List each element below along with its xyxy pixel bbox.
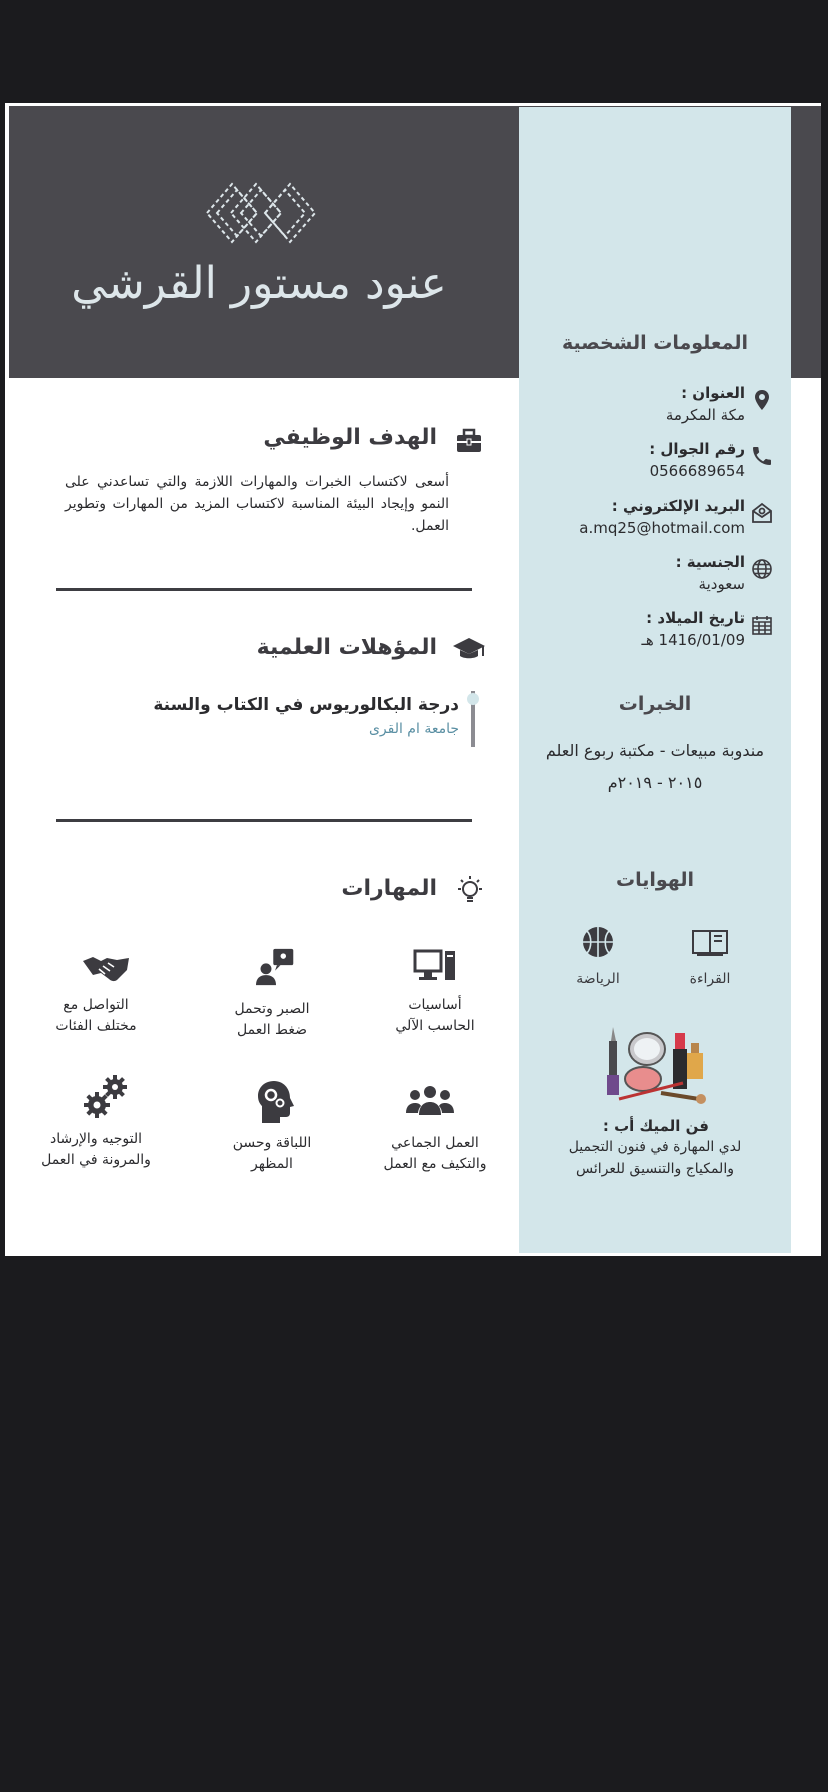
makeup-title: فن الميك أب : — [602, 1117, 709, 1135]
nationality-label: الجنسية : — [675, 553, 745, 571]
gears-icon — [83, 1075, 133, 1119]
diamond-logo-icon — [201, 178, 321, 248]
skill-guidance-label: التوجيه والإرشاد والمرونة في العمل — [41, 1131, 151, 1168]
calendar-icon — [750, 613, 774, 637]
makeup-line1: لدي المهارة في فنون التجميل — [568, 1139, 742, 1155]
lightbulb-icon — [454, 874, 486, 906]
resume-page — [5, 103, 821, 1256]
email-icon — [750, 501, 774, 525]
handshake-icon — [81, 949, 131, 989]
birthdate-value: 1416/01/09 هـ — [641, 631, 745, 649]
email-label: البريد الإلكتروني : — [611, 497, 745, 515]
personal-info-title: المعلومات الشخصية — [561, 332, 749, 354]
nationality-value: سعودية — [698, 575, 745, 593]
book-icon — [691, 927, 729, 959]
objective-title: الهدف الوظيفي — [263, 425, 437, 450]
experience-title: الخبرات — [618, 693, 692, 715]
sidebar — [519, 107, 791, 1253]
person-name: عنود مستور القرشي — [71, 258, 447, 309]
graduation-cap-icon — [452, 634, 486, 662]
makeup-image — [603, 1019, 709, 1107]
email-value: a.mq25@hotmail.com — [579, 519, 745, 537]
phone-icon — [750, 444, 774, 468]
globe-icon — [750, 557, 774, 581]
timeline-dot — [467, 693, 479, 705]
skill-computer-label: أساسيات الحاسب الآلي — [395, 997, 475, 1034]
hobbies-title: الهوايات — [616, 869, 694, 891]
university-name: جامعة ام القرى — [368, 721, 459, 737]
experience-line1: مندوبة مبيعات - مكتبة ربوع العلم — [545, 741, 765, 760]
section-divider — [56, 819, 472, 822]
phone-value: 0566689654 — [649, 462, 745, 480]
birthdate-label: تاريخ الميلاد : — [646, 609, 745, 627]
basketball-icon — [581, 925, 615, 959]
degree-title: درجة البكالوريوس في الكتاب والسنة — [153, 695, 459, 715]
head-gears-icon — [251, 1079, 301, 1125]
briefcase-icon — [455, 427, 483, 455]
address-label: العنوان : — [681, 384, 745, 402]
skill-patience-label: الصبر وتحمل ضغط العمل — [234, 1001, 310, 1038]
skills-title: المهارات — [341, 876, 437, 901]
address-value: مكة المكرمة — [665, 406, 745, 424]
phone-label: رقم الجوال : — [649, 440, 745, 458]
makeup-line2: والمكياج والتنسيق للعرائس — [576, 1161, 734, 1177]
section-divider — [56, 588, 472, 591]
skill-communication-label: التواصل مع مختلف الفئات — [55, 997, 137, 1034]
computer-icon — [409, 947, 459, 987]
hobby-reading-label: القراءة — [689, 971, 731, 987]
education-title: المؤهلات العلمية — [256, 635, 437, 660]
team-icon — [405, 1081, 455, 1121]
person-idea-icon — [251, 947, 301, 987]
location-pin-icon — [750, 388, 774, 412]
objective-text: أسعى لاكتساب الخبرات والمهارات اللازمة والتي تساعدني على النمو وإيجاد البيئة المناسبة لاكتساب المزيد من المهارات وتطوير العمل. — [65, 474, 449, 534]
hobby-sports-label: الرياضة — [576, 971, 620, 987]
skill-appearance-label: اللباقة وحسن المظهر — [232, 1135, 312, 1172]
experience-line2: ٢٠١٥ - ٢٠١٩م — [607, 773, 703, 792]
skill-teamwork-label: العمل الجماعي والتكيف مع العمل — [383, 1135, 487, 1172]
